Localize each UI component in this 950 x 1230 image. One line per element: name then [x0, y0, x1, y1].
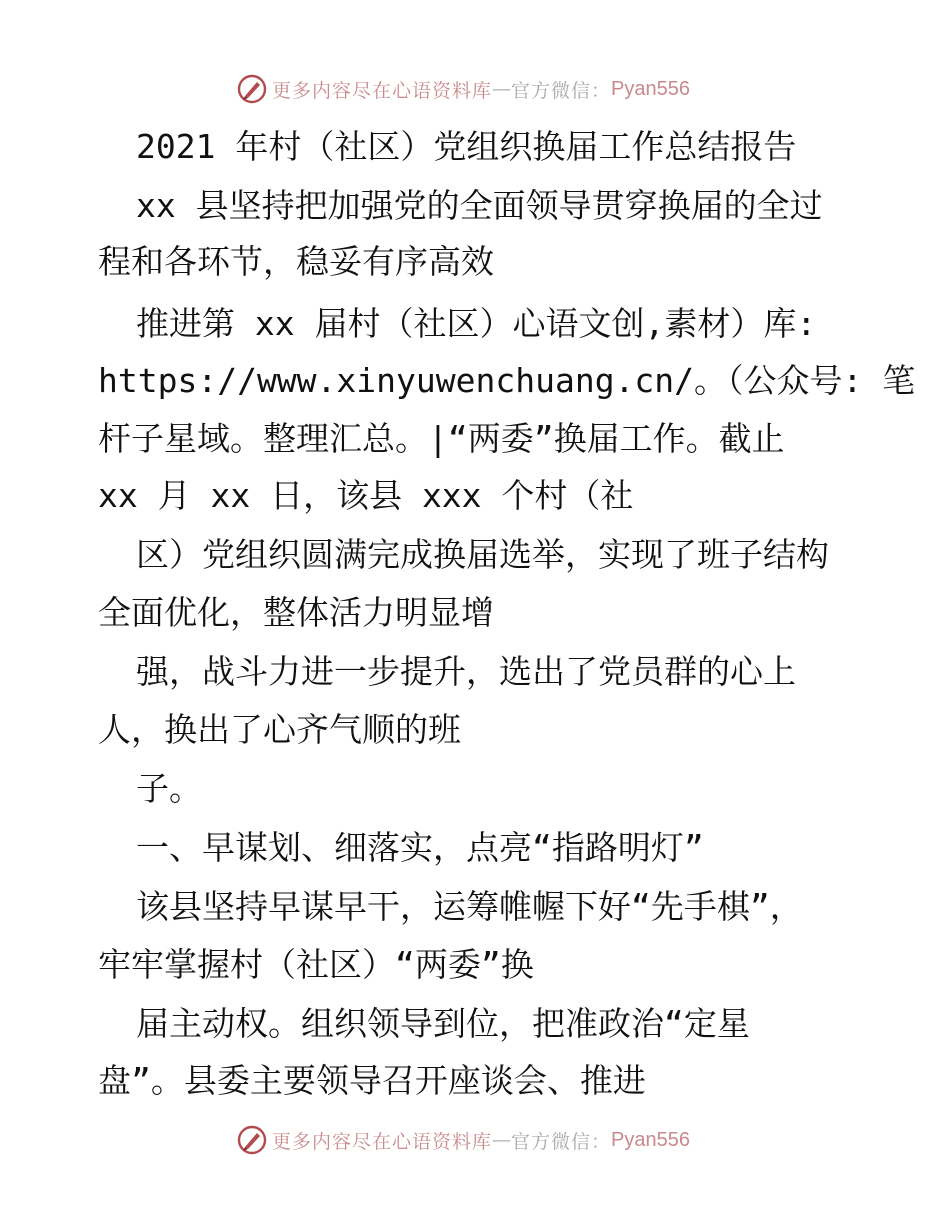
paragraph-line: 盘”。县委主要领导召开座谈会、推进 — [98, 1061, 646, 1100]
paragraph-line: 强，战斗力进一步提升，选出了党员群的心上 — [136, 652, 796, 691]
paragraph-line: 程和各环节，稳妥有序高效 — [98, 242, 494, 281]
paragraph-line: 该县坚持早谋早干，运筹帷幄下好“先手棋”， — [136, 887, 803, 926]
watermark-brand-text: 更多内容尽在心语资料库 — [272, 1130, 493, 1153]
pen-logo-icon — [236, 73, 268, 105]
paragraph-line: 全面优化，整体活力明显增 — [98, 593, 494, 632]
paragraph-line: 牢牢掌握村（社区）“两委”换 — [98, 945, 534, 984]
paragraph-line: 届主动权。组织领导到位，把准政治“定星 — [136, 1004, 750, 1043]
watermark-separator: — — [492, 1129, 512, 1151]
document-title: 2021 年村（社区）党组织换届工作总结报告 — [136, 127, 797, 166]
watermark-wechat-id: Pyan556 — [611, 77, 690, 100]
watermark-brand-text: 更多内容尽在心语资料库 — [272, 79, 493, 102]
watermark-wechat-id: Pyan556 — [611, 1128, 690, 1151]
watermark-separator: — — [492, 78, 512, 100]
paragraph-line: https://www.xinyuwenchuang.cn/。（公众号: 笔 — [98, 361, 916, 400]
header-watermark — [236, 72, 690, 106]
watermark-label: 官方微信： — [511, 1130, 612, 1153]
paragraph-line: 区）党组织圆满完成换届选举，实现了班子结构 — [136, 535, 829, 574]
paragraph-line: 子。 — [136, 769, 202, 808]
paragraph-line: 杆子星域。整理汇总。|“两委”换届工作。截止 — [98, 419, 785, 458]
watermark-label: 官方微信： — [511, 79, 612, 102]
pen-logo-icon — [236, 1124, 268, 1156]
section-heading: 一、早谋划、细落实，点亮“指路明灯” — [136, 828, 704, 867]
footer-watermark — [236, 1123, 690, 1157]
paragraph-line: 人，换出了心齐气顺的班 — [98, 710, 461, 749]
paragraph-line: 推进第 xx 届村（社区）心语文创,素材）库: — [136, 304, 817, 343]
paragraph-line: xx 月 xx 日，该县 xxx 个村（社 — [98, 476, 634, 515]
paragraph-line: xx 县坚持把加强党的全面领导贯穿换届的全过 — [136, 186, 823, 225]
